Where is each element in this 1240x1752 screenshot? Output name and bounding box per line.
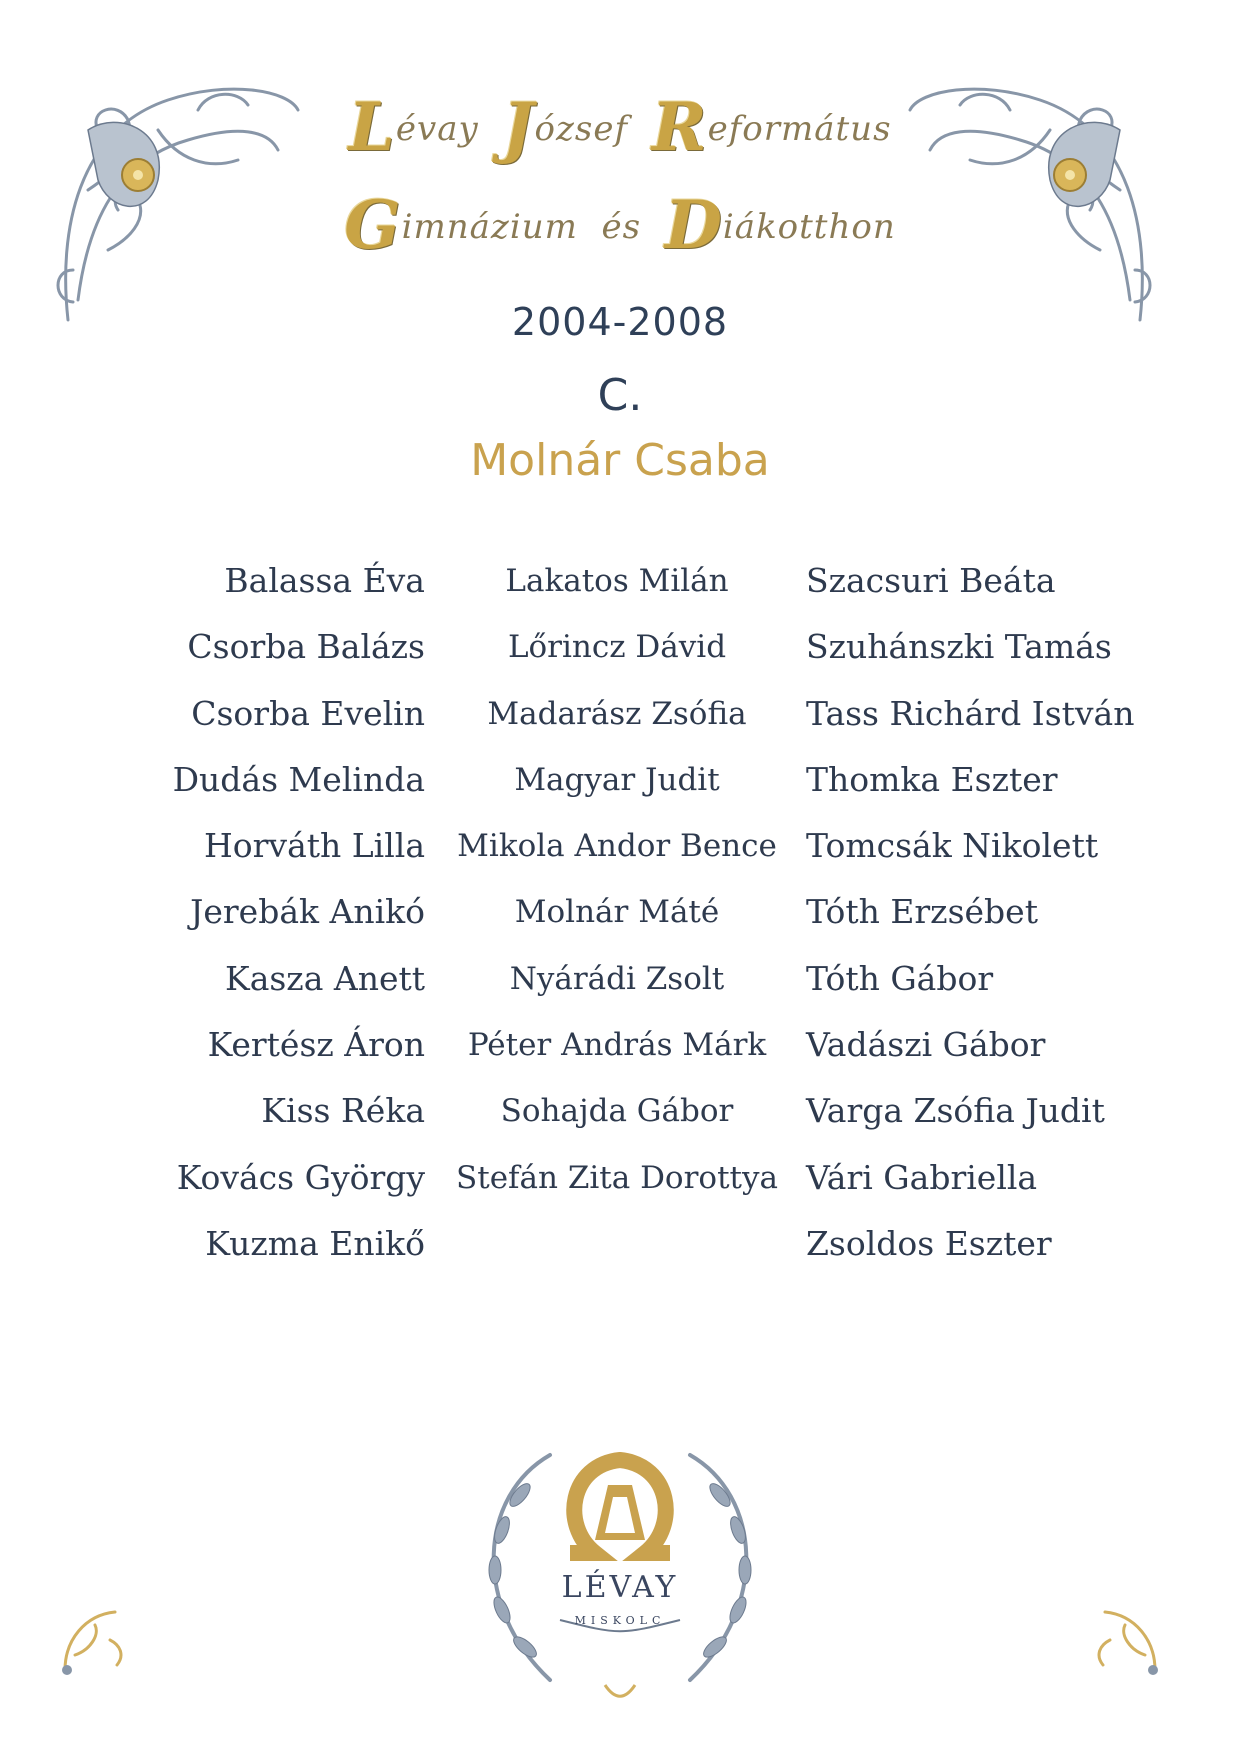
student-name: Stefán Zita Dorottya bbox=[456, 1159, 778, 1196]
student-name: Kertész Áron bbox=[207, 1025, 425, 1065]
student-name: Csorba Evelin bbox=[191, 693, 425, 733]
student-name: Kiss Réka bbox=[261, 1091, 425, 1131]
student-column-left bbox=[120, 548, 425, 1277]
student-name: Csorba Balázs bbox=[187, 627, 425, 667]
emblem-city: MISKOLC bbox=[574, 1614, 666, 1627]
student-name: Magyar Judit bbox=[514, 761, 720, 798]
school-word: Lévay bbox=[348, 88, 479, 166]
emblem-name: LÉVAY bbox=[561, 1570, 679, 1605]
school-name-line-1 bbox=[300, 88, 940, 166]
student-name: Kasza Anett bbox=[225, 958, 425, 998]
school-word: Református bbox=[651, 88, 892, 166]
student-name: Horváth Lilla bbox=[204, 826, 425, 866]
student-name: Sohajda Gábor bbox=[500, 1093, 734, 1130]
student-name: Molnár Máté bbox=[514, 894, 720, 931]
student-name: Dudás Melinda bbox=[172, 759, 425, 799]
student-name: Vári Gabriella bbox=[806, 1157, 1038, 1197]
student-name: Thomka Eszter bbox=[806, 759, 1058, 799]
student-name: Nyárádi Zsolt bbox=[509, 960, 725, 997]
school-word: Diákotthon bbox=[664, 186, 896, 264]
class-letter: C. bbox=[597, 370, 643, 421]
student-name: Varga Zsófia Judit bbox=[806, 1091, 1105, 1131]
school-name-line-2 bbox=[300, 186, 940, 264]
graduation-years: 2004-2008 bbox=[511, 300, 729, 344]
student-name: Zsoldos Eszter bbox=[806, 1223, 1052, 1263]
student-name: Madarász Zsófia bbox=[487, 695, 747, 732]
student-name: Jerebák Anikó bbox=[190, 892, 425, 932]
student-name: Kuzma Enikő bbox=[205, 1223, 425, 1263]
student-name: Péter András Márk bbox=[467, 1027, 767, 1064]
student-name: Lakatos Milán bbox=[505, 563, 729, 599]
school-word: Gimnázium bbox=[344, 186, 578, 264]
class-teacher: Molnár Csaba bbox=[470, 435, 770, 486]
student-name: Kovács György bbox=[176, 1157, 425, 1197]
school-emblem-icon bbox=[440, 1415, 800, 1715]
student-name: Tóth Erzsébet bbox=[806, 892, 1038, 932]
student-name: Vadászi Gábor bbox=[806, 1025, 1046, 1065]
student-name: Balassa Éva bbox=[224, 561, 425, 600]
student-name: Tass Richárd István bbox=[806, 693, 1135, 733]
student-column-right bbox=[806, 548, 1196, 1277]
student-name: Mikola Andor Bence bbox=[457, 828, 777, 865]
school-word: József bbox=[502, 88, 629, 166]
student-name: Tóth Gábor bbox=[806, 958, 994, 998]
student-name: Szuhánszki Tamás bbox=[806, 627, 1112, 667]
student-name: Tomcsák Nikolett bbox=[806, 826, 1099, 866]
student-name: Lőrincz Dávid bbox=[507, 629, 727, 666]
ornament-bottom-right-icon bbox=[1085, 1600, 1165, 1680]
student-name: Szacsuri Beáta bbox=[806, 561, 1056, 600]
student-column-middle bbox=[432, 548, 802, 1211]
school-word: és bbox=[601, 207, 642, 247]
ornament-bottom-left-icon bbox=[55, 1600, 135, 1680]
